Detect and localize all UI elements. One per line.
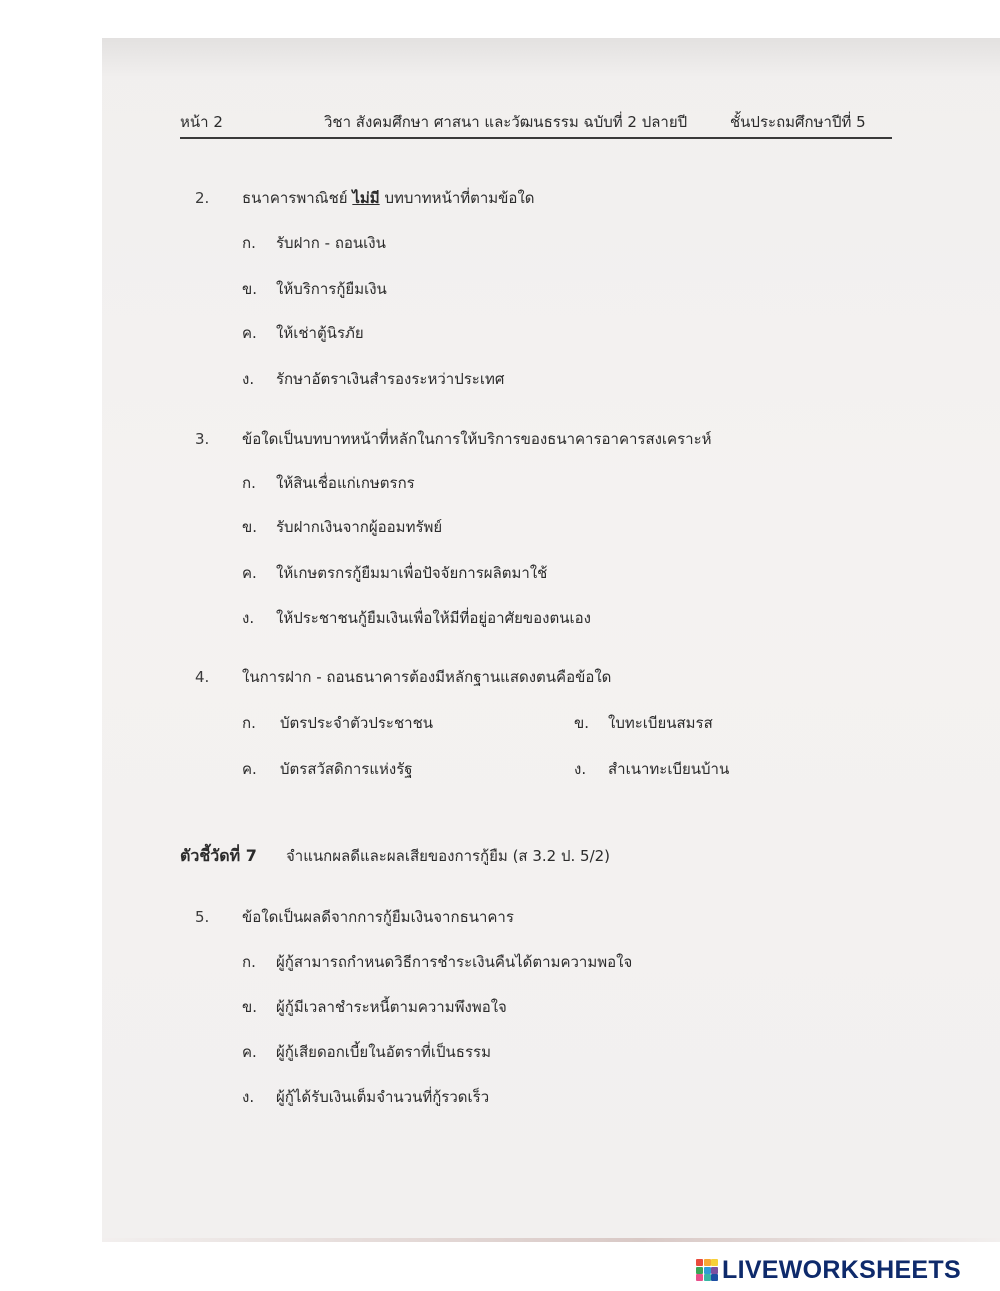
choice-text: ให้บริการกู้ยืมเงิน	[276, 280, 387, 298]
choice-text: ให้ประชาชนกู้ยืมเงินเพื่อให้มีที่อยู่อาศัยของตนเอง	[276, 609, 591, 627]
choice-text: รับฝาก - ถอนเงิน	[276, 234, 386, 252]
question-text: ข้อใดเป็นบทบาทหน้าที่หลักในการให้บริการของธนาคารอาคารสงเคราะห์	[242, 430, 712, 448]
choice-text: บัตรประจำตัวประชาชน	[280, 714, 434, 732]
logo-square	[704, 1274, 711, 1281]
logo-square	[696, 1267, 703, 1274]
choice-text: ผู้กู้ได้รับเงินเต็มจำนวนที่กู้รวดเร็ว	[276, 1088, 490, 1106]
logo-square	[711, 1259, 718, 1266]
choice-text: ผู้กู้สามารถกำหนดวิธีการชำระเงินคืนได้ตามความพอใจ	[276, 953, 633, 971]
choice-label: ก.	[242, 234, 256, 252]
indicator-text: จำแนกผลดีและผลเสียของการกู้ยืม (ส 3.2 ป. 5/2)	[286, 847, 611, 865]
question-text	[242, 188, 535, 208]
question-number: 2.	[195, 189, 210, 207]
liveworksheets-watermark	[696, 1256, 961, 1284]
choice-label: ง.	[242, 1088, 255, 1106]
choice-label: ก.	[242, 953, 256, 971]
liveworksheets-logo-icon	[696, 1259, 718, 1281]
emphasis-word: ไม่มี	[352, 189, 380, 207]
choice-label: ก.	[242, 714, 256, 732]
choice-label: ค.	[242, 760, 257, 778]
header-rule	[180, 137, 892, 139]
logo-square	[711, 1267, 718, 1274]
logo-square	[696, 1274, 703, 1281]
choice-text: รับฝากเงินจากผู้ออมทรัพย์	[276, 518, 443, 536]
choice-label: ข.	[242, 518, 258, 536]
choice-text: ให้สินเชื่อแก่เกษตรกร	[276, 474, 415, 492]
logo-square	[704, 1259, 711, 1266]
question-number: 4.	[195, 668, 210, 686]
question-number: 3.	[195, 430, 210, 448]
liveworksheets-brand: LIVEWORKSHEETS	[722, 1255, 961, 1284]
question-text: ในการฝาก - ถอนธนาคารต้องมีหลักฐานแสดงตนคือข้อใด	[242, 668, 612, 686]
paper-edge	[102, 1238, 1000, 1242]
choice-text: ผู้กู้มีเวลาชำระหนี้ตามความพึงพอใจ	[276, 998, 507, 1016]
choice-label: ง.	[242, 370, 255, 388]
choice-label: ง.	[574, 760, 587, 778]
question-text-before: ธนาคารพาณิชย์	[242, 189, 348, 207]
choice-label: ค.	[242, 1043, 257, 1061]
choice-label: ข.	[242, 998, 258, 1016]
choice-label: ข.	[242, 280, 258, 298]
scanned-paper	[102, 38, 1000, 1238]
logo-square	[711, 1274, 718, 1281]
choice-label: ง.	[242, 609, 255, 627]
logo-square	[704, 1267, 711, 1274]
choice-label: ค.	[242, 324, 257, 342]
question-number: 5.	[195, 908, 210, 926]
indicator-label: ตัวชี้วัดที่ 7	[180, 846, 257, 865]
choice-text: ให้เช่าตู้นิรภัย	[276, 324, 364, 342]
choice-text: ให้เกษตรกรกู้ยืมมาเพื่อปัจจัยการผลิตมาใช้	[276, 564, 548, 582]
choice-text: สำเนาทะเบียนบ้าน	[608, 760, 730, 778]
choice-text: รักษาอัตราเงินสำรองระหว่าประเทศ	[276, 370, 505, 388]
grade-level: ชั้นประถมศึกษาปีที่ 5	[730, 113, 866, 131]
logo-square	[696, 1259, 703, 1266]
page-number: หน้า 2	[180, 113, 223, 131]
question-text-after: บทบาทหน้าที่ตามข้อใด	[384, 189, 535, 207]
choice-text: ใบทะเบียนสมรส	[608, 714, 713, 732]
question-text: ข้อใดเป็นผลดีจากการกู้ยืมเงินจากธนาคาร	[242, 908, 514, 926]
choice-label: ก.	[242, 474, 256, 492]
choice-label: ข.	[574, 714, 590, 732]
choice-text: ผู้กู้เสียดอกเบี้ยในอัตราที่เป็นธรรม	[276, 1043, 491, 1061]
choice-text: บัตรสวัสดิการแห่งรัฐ	[280, 760, 413, 778]
subject-title: วิชา สังคมศึกษา ศาสนา และวัฒนธรรม ฉบับที่ 2 ปลายปี	[324, 113, 688, 131]
choice-label: ค.	[242, 564, 257, 582]
